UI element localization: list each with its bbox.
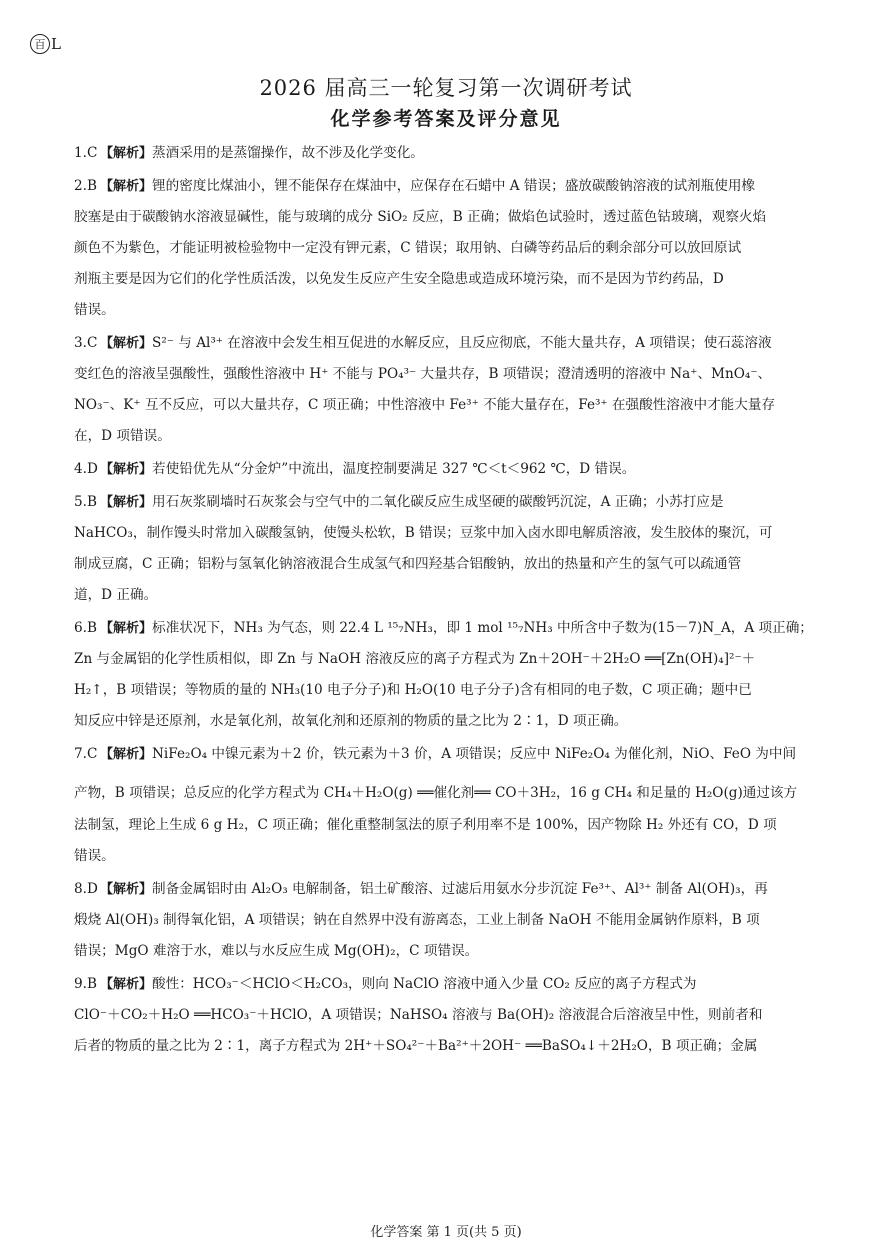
- answer-line: [74, 874, 822, 905]
- answer-text: Zn 与金属铝的化学性质相似，即 Zn 与 NaOH 溶液反应的离子方程式为 Zn＋2OH⁻＋2H₂O ══[Zn(OH)₄]²⁻＋: [74, 651, 756, 667]
- answer-number: 9.B: [74, 976, 97, 992]
- answer-item: [74, 487, 822, 611]
- analysis-tag: 【解析】: [100, 146, 153, 161]
- answer-number: 6.B: [74, 620, 97, 636]
- answer-line: [74, 706, 822, 737]
- answer-list: [74, 138, 822, 1064]
- analysis-tag: 【解析】: [100, 462, 153, 477]
- answer-number: 7.C: [74, 746, 98, 762]
- analysis-tag: 【解析】: [100, 882, 153, 897]
- answer-line: [74, 295, 822, 326]
- answer-subtitle: 化学参考答案及评分意见: [330, 108, 562, 130]
- answer-text: 错误。: [74, 302, 115, 318]
- answer-text: NO₃⁻、K⁺ 互不反应，可以大量共存，C 项正确；中性溶液中 Fe³⁺ 不能大量存在，Fe³⁺ 在强酸性溶液中才能大量存: [74, 397, 776, 413]
- answer-number: 5.B: [74, 494, 97, 510]
- answer-number: 1.C: [74, 145, 98, 161]
- answer-text: ClO⁻＋CO₂＋H₂O ══HCO₃⁻＋HClO，A 项错误；NaHSO₄ 溶液与 Ba(OH)₂ 溶液混合后溶液呈中性，则前者和: [74, 1007, 763, 1023]
- answer-text: 用石灰浆刷墙时石灰浆会与空气中的二氧化碳反应生成坚硬的碳酸钙沉淀，A 正确；小苏打应是: [152, 494, 724, 510]
- answer-number: 3.C: [74, 335, 98, 351]
- analysis-tag: 【解析】: [100, 179, 153, 194]
- answer-line: [74, 264, 822, 295]
- answer-line: [74, 202, 822, 233]
- answer-text: 错误。: [74, 848, 115, 864]
- answer-line: [74, 613, 822, 644]
- answer-line: [74, 644, 822, 675]
- answer-number: 4.D: [74, 461, 98, 477]
- circled-mark-icon: 百: [30, 34, 50, 54]
- answer-line: [74, 390, 822, 421]
- answer-line: [74, 905, 822, 936]
- answer-line: [74, 328, 822, 359]
- answer-text: NiFe₂O₄ 中镍元素为＋2 价，铁元素为＋3 价，A 项错误；反应中 NiFe₂O₄ 为催化剂，NiO、FeO 为中间: [152, 746, 797, 762]
- answer-line: [74, 359, 822, 390]
- answer-line: [74, 810, 822, 841]
- answer-text: 制备金属铝时由 Al₂O₃ 电解制备，铝土矿酸溶、过滤后用氨水分步沉淀 Fe³⁺、Al³⁺ 制备 Al(OH)₃，再: [152, 881, 768, 897]
- answer-line: [74, 1000, 822, 1031]
- answer-text: H₂↑，B 项错误；等物质的量的 NH₃(10 电子分子)和 H₂O(10 电子分子)含有相同的电子数，C 项正确；题中已: [74, 682, 752, 698]
- analysis-tag: 【解析】: [100, 495, 153, 510]
- answer-text: 错误；MgO 难溶于水，难以与水反应生成 Mg(OH)₂，C 项错误。: [74, 943, 479, 959]
- answer-item: [74, 874, 822, 967]
- answer-item: [74, 739, 822, 872]
- answer-line: [74, 1031, 822, 1062]
- answer-line: [74, 675, 822, 706]
- answer-item: [74, 138, 822, 169]
- answer-line: [74, 421, 822, 452]
- analysis-tag: 【解析】: [100, 747, 153, 762]
- answer-line: [74, 841, 822, 872]
- answer-text: 知反应中锌是还原剂，水是氧化剂，故氧化剂和还原剂的物质的量之比为 2∶1，D 项正确。: [74, 713, 628, 729]
- answer-line: [74, 580, 822, 611]
- answer-item: [74, 454, 822, 485]
- answer-line: [74, 233, 822, 264]
- answer-line: [74, 518, 822, 549]
- answer-text: 剂瓶主要是因为它们的化学性质活泼，以免发生反应产生安全隐患或造成环境污染，而不是因为节约药品，D: [74, 271, 724, 287]
- answer-item: [74, 171, 822, 326]
- answer-text: 产物，B 项错误；总反应的化学方程式为 CH₄＋H₂O(g) ══催化剂══ CO＋3H₂，16 g CH₄ 和足量的 H₂O(g)通过该方: [74, 785, 798, 801]
- answer-text: S²⁻ 与 Al³⁺ 在溶液中会发生相互促进的水解反应，且反应彻底，不能大量共存，A 项错误；使石蕊溶液: [152, 335, 772, 351]
- answer-text: 后者的物质的量之比为 2∶1，离子方程式为 2H⁺＋SO₄²⁻＋Ba²⁺＋2OH⁻ ══BaSO₄↓＋2H₂O，B 项正确；金属: [74, 1038, 758, 1054]
- exam-title: 2026 届高三一轮复习第一次调研考试: [259, 76, 633, 100]
- answer-line: [74, 969, 822, 1000]
- answer-text: 若使铅优先从“分金炉”中流出，温度控制要满足 327 ℃＜t＜962 ℃，D 错误。: [152, 461, 636, 477]
- answer-line: [74, 739, 822, 770]
- answer-text: 锂的密度比煤油小，锂不能保存在煤油中，应保存在石蜡中 A 错误；盛放碳酸钠溶液的试剂瓶使用橡: [152, 178, 756, 194]
- analysis-tag: 【解析】: [100, 977, 153, 992]
- answer-text: 道，D 正确。: [74, 587, 158, 603]
- corner-mark: [30, 34, 61, 54]
- page-footer: 化学答案 第 1 页(共 5 页): [370, 1225, 522, 1240]
- answer-item: [74, 969, 822, 1062]
- answer-line: [74, 549, 822, 580]
- answer-line: [74, 776, 822, 810]
- answer-line: [74, 936, 822, 967]
- answer-number: 2.B: [74, 178, 97, 194]
- analysis-tag: 【解析】: [100, 336, 153, 351]
- answer-line: [74, 171, 822, 202]
- answer-text: 法制氢，理论上生成 6 g H₂，C 项正确；催化重整制氢法的原子利用率不是 100%，因产物除 H₂ 外还有 CO，D 项: [74, 817, 777, 833]
- answer-text: NaHCO₃，制作馒头时常加入碳酸氢钠，使馒头松软，B 错误；豆浆中加入卤水即电解质溶液，发生胶体的聚沉，可: [74, 525, 773, 541]
- answer-item: [74, 328, 822, 452]
- answer-line: [74, 454, 822, 485]
- corner-mark-suffix: L: [51, 35, 61, 53]
- answer-number: 8.D: [74, 881, 98, 897]
- answer-text: 颜色不为紫色，才能证明被检验物中一定没有钾元素，C 错误；取用钠、白磷等药品后的剩余部分可以放回原试: [74, 240, 742, 256]
- answer-text: 制成豆腐，C 正确；铝粉与氢氧化钠溶液混合生成氢气和四羟基合铝酸钠，放出的热量和产生的氢气可以疏通管: [74, 556, 742, 572]
- answer-text: 胶塞是由于碳酸钠水溶液显碱性，能与玻璃的成分 SiO₂ 反应，B 正确；做焰色试验时，透过蓝色钴玻璃，观察火焰: [74, 209, 767, 225]
- answer-text: 酸性：HCO₃⁻＜HClO＜H₂CO₃，则向 NaClO 溶液中通入少量 CO₂ 反应的离子方程式为: [152, 976, 697, 992]
- answer-text: 标准状况下，NH₃ 为气态，则 22.4 L ¹⁵₇NH₃，即 1 mol ¹⁵₇NH₃ 中所含中子数为(15－7)N_A，A 项正确；: [152, 620, 813, 636]
- answer-text: 蒸酒采用的是蒸馏操作，故不涉及化学变化。: [152, 145, 424, 161]
- answer-text: 煅烧 Al(OH)₃ 制得氧化铝，A 项错误；钠在自然界中没有游离态，工业上制备 NaOH 不能用金属钠作原料，B 项: [74, 912, 760, 928]
- answer-text: 在，D 项错误。: [74, 428, 171, 444]
- answer-text: 变红色的溶液呈强酸性，强酸性溶液中 H⁺ 不能与 PO₄³⁻ 大量共存，B 项错误；澄清透明的溶液中 Na⁺、MnO₄⁻、: [74, 366, 772, 382]
- answer-line: [74, 487, 822, 518]
- answer-line: [74, 138, 822, 169]
- analysis-tag: 【解析】: [100, 621, 153, 636]
- answer-item: [74, 613, 822, 737]
